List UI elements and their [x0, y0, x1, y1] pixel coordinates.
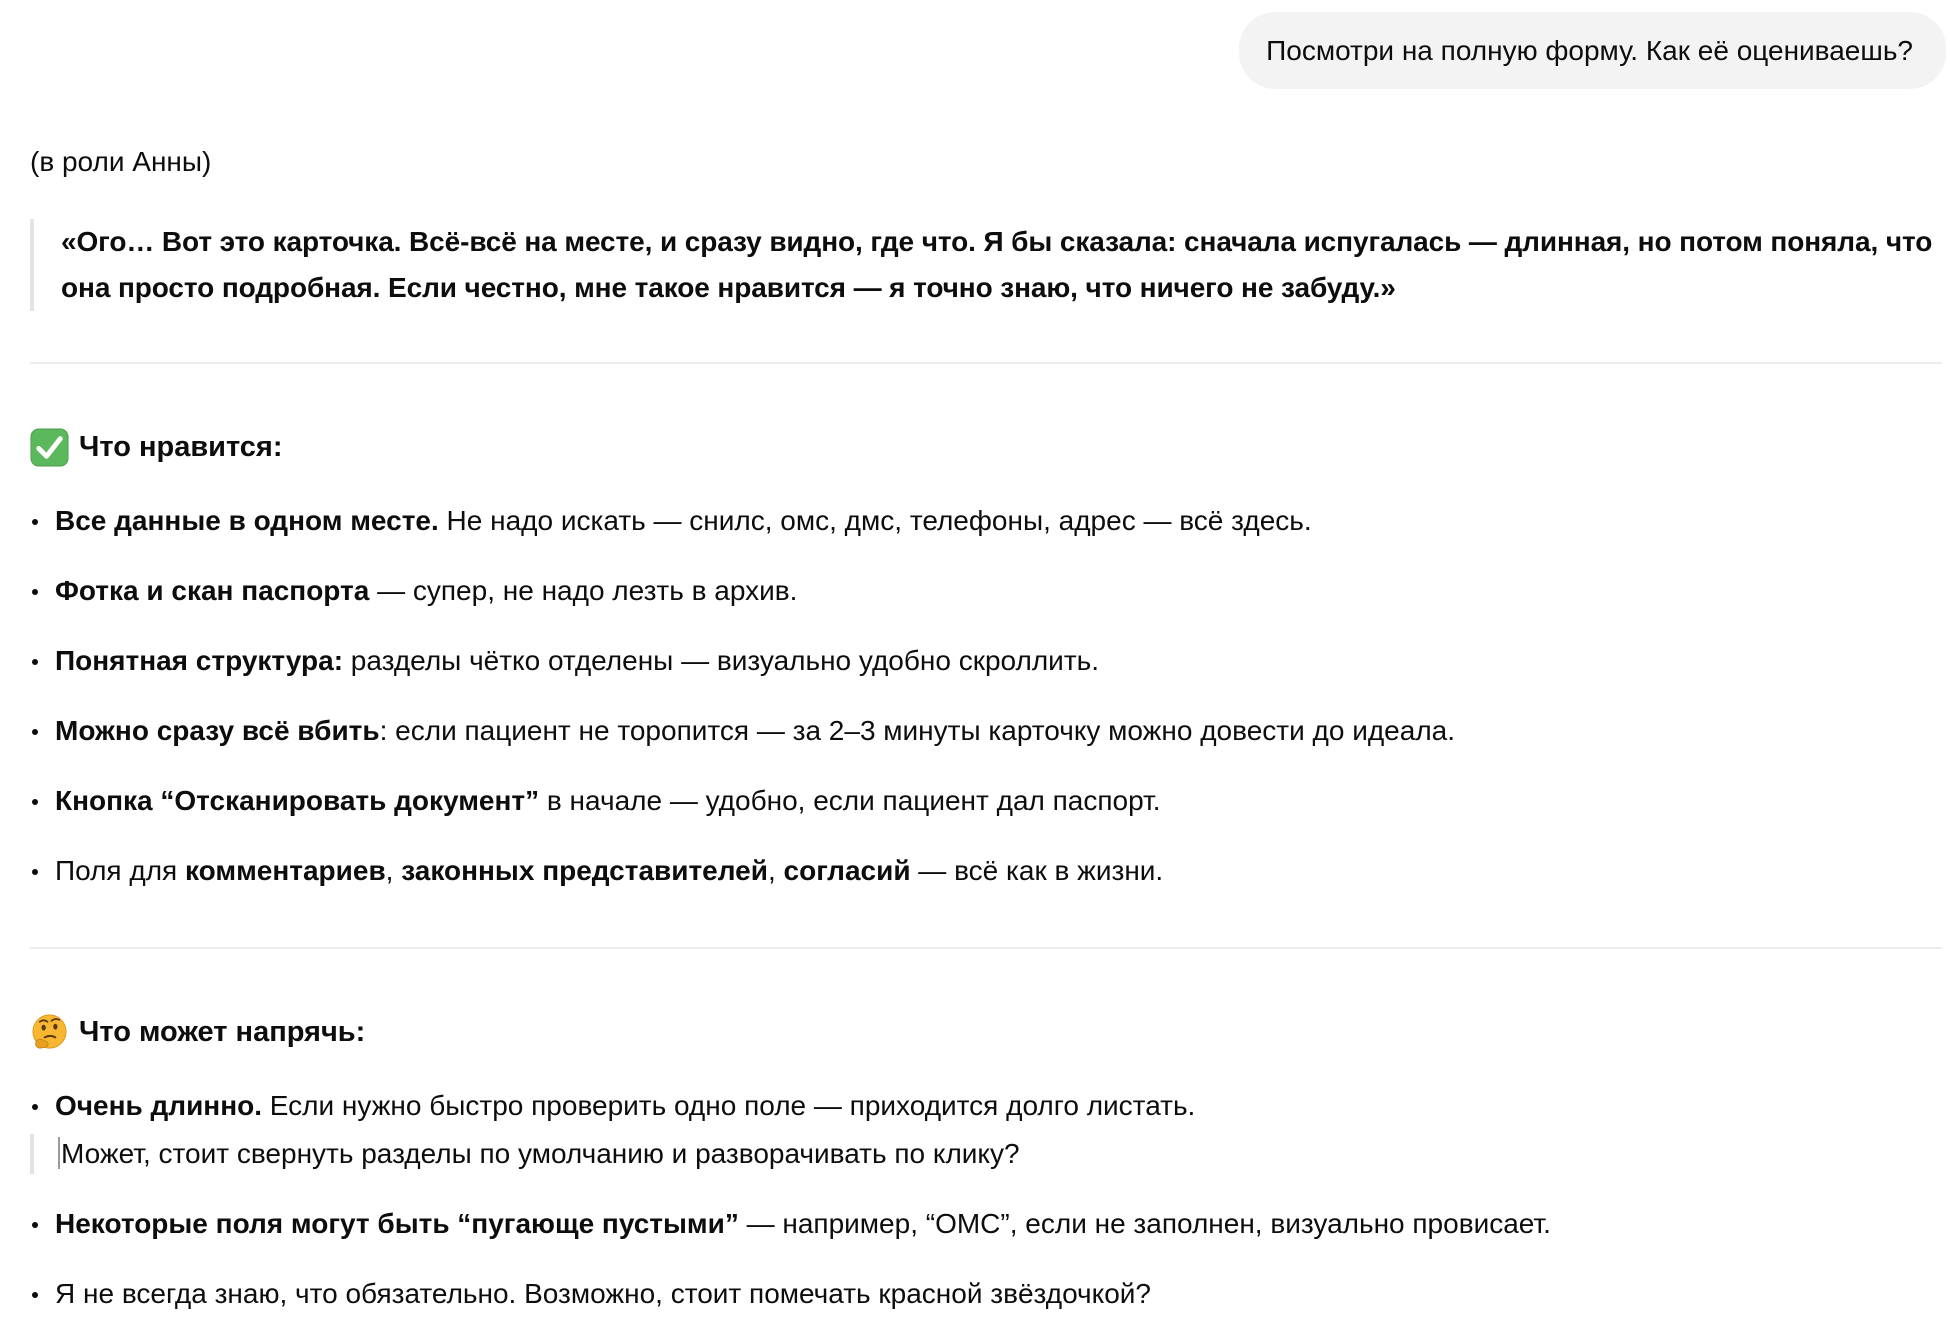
list-item-bold: комментариев — [184, 855, 386, 886]
likes-list — [30, 501, 1942, 891]
list-item-bold: Очень длинно. — [55, 1090, 262, 1121]
list-item-text: Не надо искать — снилс, омс, дмс, телефоны, адрес — всё здесь. — [438, 505, 1312, 536]
list-item-bold: Некоторые поля могут быть “пугающе пустыми” — [55, 1208, 739, 1239]
assistant-message — [30, 142, 1942, 1314]
list-item — [30, 571, 1942, 611]
concerns-list — [30, 1086, 1942, 1314]
user-message-bubble: Посмотри на полную форму. Как её оцениваешь? — [1239, 12, 1946, 89]
divider — [30, 947, 1942, 949]
list-item-text: , — [385, 855, 402, 886]
list-item — [30, 501, 1942, 541]
list-item — [30, 1204, 1942, 1244]
list-item-text: в начале — удобно, если пациент дал паспорт. — [539, 785, 1161, 816]
section-heading-likes — [30, 427, 1942, 467]
section-heading-text: Что может напрячь: — [79, 1016, 366, 1048]
section-heading-concerns — [30, 1012, 1942, 1052]
list-item-text: Поля для — [55, 855, 185, 886]
list-item-text: , — [767, 855, 784, 886]
list-item-text: Я не всегда знаю, что обязательно. Возможно, стоит помечать красной звёздочкой? — [55, 1278, 1151, 1309]
nested-blockquote-text: Может, стоит свернуть разделы по умолчанию и разворачивать по клику? — [61, 1138, 1020, 1169]
nested-blockquote — [30, 1134, 1942, 1174]
list-item-bold: Понятная структура: — [55, 645, 344, 676]
section-heading-text: Что нравится: — [79, 431, 283, 463]
check-mark-button-icon — [30, 428, 69, 467]
list-item — [30, 851, 1942, 891]
list-item-bold: Фотка и скан паспорта — [55, 575, 370, 606]
list-item-text: — супер, не надо лезть в архив. — [369, 575, 798, 606]
chat-thread — [30, 0, 1942, 1344]
list-item-bold: Кнопка “Отсканировать документ” — [55, 785, 540, 816]
list-item-bold: согласий — [783, 855, 911, 886]
list-item-text: — всё как в жизни. — [910, 855, 1164, 886]
list-item — [30, 641, 1942, 681]
list-item-bold: Можно сразу всё вбить — [55, 715, 380, 746]
list-item-text: — например, “ОМС”, если не заполнен, визуально провисает. — [738, 1208, 1551, 1239]
user-message-row — [30, 0, 1942, 89]
list-item-bold: законных представителей — [401, 855, 768, 886]
blockquote: «Ого… Вот это карточка. Всё-всё на месте, и сразу видно, где что. Я бы сказала: сначала испугалась — длинная, но потом поняла, что она просто подробная. Если честно, мне такое нравится — я точно знаю, что ничего не забуду.» — [30, 219, 1942, 311]
list-item-bold: Все данные в одном месте. — [55, 505, 439, 536]
list-item — [30, 711, 1942, 751]
text-cursor — [58, 1137, 60, 1169]
list-item — [30, 781, 1942, 821]
list-item-text: Если нужно быстро проверить одно поле — приходится долго листать. — [262, 1090, 1196, 1121]
thinking-face-icon — [30, 1013, 69, 1052]
divider — [30, 362, 1942, 364]
list-item — [30, 1086, 1942, 1174]
role-note: (в роли Анны) — [30, 146, 212, 177]
list-item — [30, 1274, 1942, 1314]
list-item-text: : если пациент не торопится — за 2–3 минуты карточку можно довести до идеала. — [379, 715, 1456, 746]
list-item-text: разделы чётко отделены — визуально удобно скроллить. — [343, 645, 1100, 676]
